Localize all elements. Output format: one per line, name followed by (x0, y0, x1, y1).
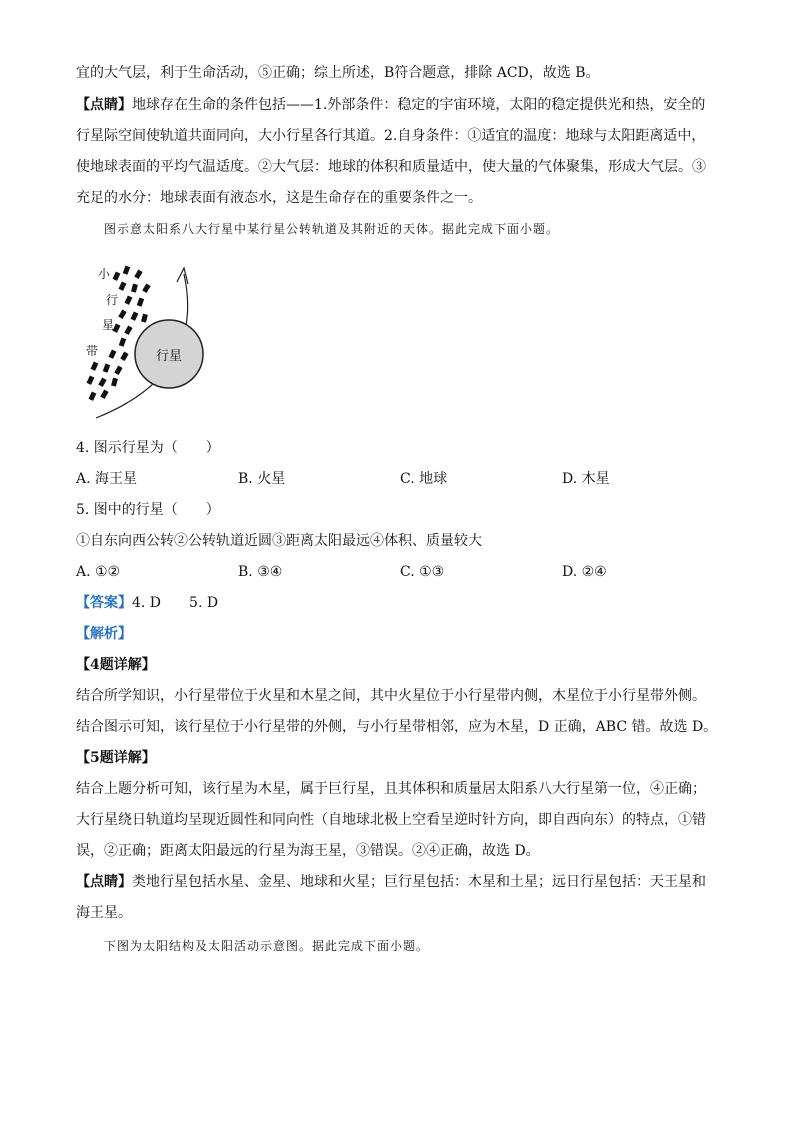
paragraph-line: 行星际空间使轨道共面同向，大小行星各行其道。2.自身条件：①适宜的温度：地球与太阳距离适中， (76, 128, 706, 144)
asteroid (108, 350, 116, 359)
asteroid (111, 378, 118, 387)
q5-option-c: C. ①③ (400, 564, 445, 580)
q5-option-a: A. ①② (76, 564, 121, 580)
q4-option-d: D. 木星 (562, 471, 610, 487)
tip-paragraph-line (76, 874, 716, 890)
q5-option-d: D. ②④ (562, 564, 607, 580)
paragraph-line: 使地球表面的平均气温适度。②大气层：地球的体积和质量适中，使大量的气体聚集，形成大气层。③ (76, 159, 706, 175)
tip-tag: 【点睛】 (76, 874, 132, 890)
answer-line (76, 595, 716, 611)
asteroid (98, 378, 106, 387)
figure-intro-text: 下图为太阳结构及太阳活动示意图。据此完成下面小题。 (104, 939, 430, 953)
asteroid (118, 310, 126, 319)
belt-label-char: 星 (102, 318, 115, 332)
asteroid (137, 298, 144, 307)
asteroid (114, 366, 122, 375)
asteroid (120, 352, 128, 361)
paragraph-line: 误，②正确；距离太阳最远的行星为海王星，③错误。②④正确，故选 D。 (76, 843, 540, 859)
question-5-statements: ①自东向西公转②公转轨道近圆③距离太阳最远④体积、质量较大 (76, 533, 482, 549)
asteroid (90, 362, 98, 371)
q4-option-c: C. 地球 (400, 471, 448, 487)
asteroid (141, 314, 148, 323)
answer-text: 4. D 5. D (132, 595, 219, 611)
asteroid (134, 270, 142, 279)
analysis-tag: 【解析】 (76, 626, 132, 642)
asteroid (123, 266, 130, 275)
asteroid (88, 392, 96, 401)
belt-label-char: 带 (86, 344, 99, 358)
asteroid (103, 364, 110, 373)
asteroid (118, 282, 126, 291)
asteroid (142, 284, 150, 293)
tip-tag: 【点睛】 (76, 97, 132, 113)
paragraph-line: 大行星绕日轨道均呈现近圆性和同向性（自地球北极上空看呈逆时针方向，即自西向东）的特点，①错 (76, 812, 706, 828)
paragraph-line: 海王星。 (76, 905, 132, 921)
answer-tag: 【答案】 (76, 595, 132, 611)
planet-orbit-figure (76, 254, 216, 424)
question-4-stem: 4. 图示行星为（ ） (76, 440, 220, 456)
asteroid (100, 390, 108, 399)
asteroid-belt (86, 266, 150, 401)
detail-5-tag: 【5题详解】 (76, 750, 156, 766)
q4-option-a: A. 海王星 (76, 471, 138, 487)
asteroid (131, 284, 138, 293)
belt-label-char: 行 (106, 293, 119, 307)
asteroid (124, 326, 132, 335)
asteroid (86, 376, 94, 385)
tip-paragraph-line (76, 97, 716, 113)
detail-4-tag: 【4题详解】 (76, 657, 156, 673)
paragraph-line: 宜的大气层，利于生命活动，⑤正确；综上所述，B符合题意，排除 ACD，故选 B。 (76, 65, 600, 81)
belt-label-char: 小 (98, 267, 111, 281)
paragraph-line: 充足的水分：地球表面有液态水，这是生命存在的重要条件之一。 (76, 190, 482, 206)
asteroid (124, 296, 132, 305)
asteroid (130, 312, 138, 321)
paragraph-line: 结合上题分析可知，该行星为木星，属于巨行星，且其体积和质量居太阳系八大行星第一位，④正确； (76, 781, 706, 797)
asteroid (112, 272, 120, 281)
paragraph-line: 结合所学知识，小行星带位于火星和木星之间，其中火星位于小行星带内侧，木星位于小行星带外侧。 (76, 688, 706, 704)
tip-text: 地球存在生命的条件包括——1.外部条件：稳定的宇宙环境，太阳的稳定提供光和热，安全的 (132, 97, 706, 113)
figure-intro-text: 图示意太阳系八大行星中某行星公转轨道及其附近的天体。据此完成下面小题。 (104, 222, 560, 236)
orbit-arrow-icon (177, 268, 188, 284)
q4-option-b: B. 火星 (238, 471, 286, 487)
tip-text: 类地行星包括水星、金星、地球和火星；巨行星包括：木星和土星；远日行星包括：天王星和 (132, 874, 706, 890)
planet-label: 行星 (155, 349, 183, 364)
q5-option-b: B. ③④ (238, 564, 283, 580)
asteroid (119, 338, 126, 347)
paragraph-line: 结合图示可知，该行星位于小行星带的外侧，与小行星带相邻，应为木星，D 正确，ABC 错。故选 D。 (76, 719, 718, 735)
question-5-stem: 5. 图中的行星（ ） (76, 502, 220, 518)
